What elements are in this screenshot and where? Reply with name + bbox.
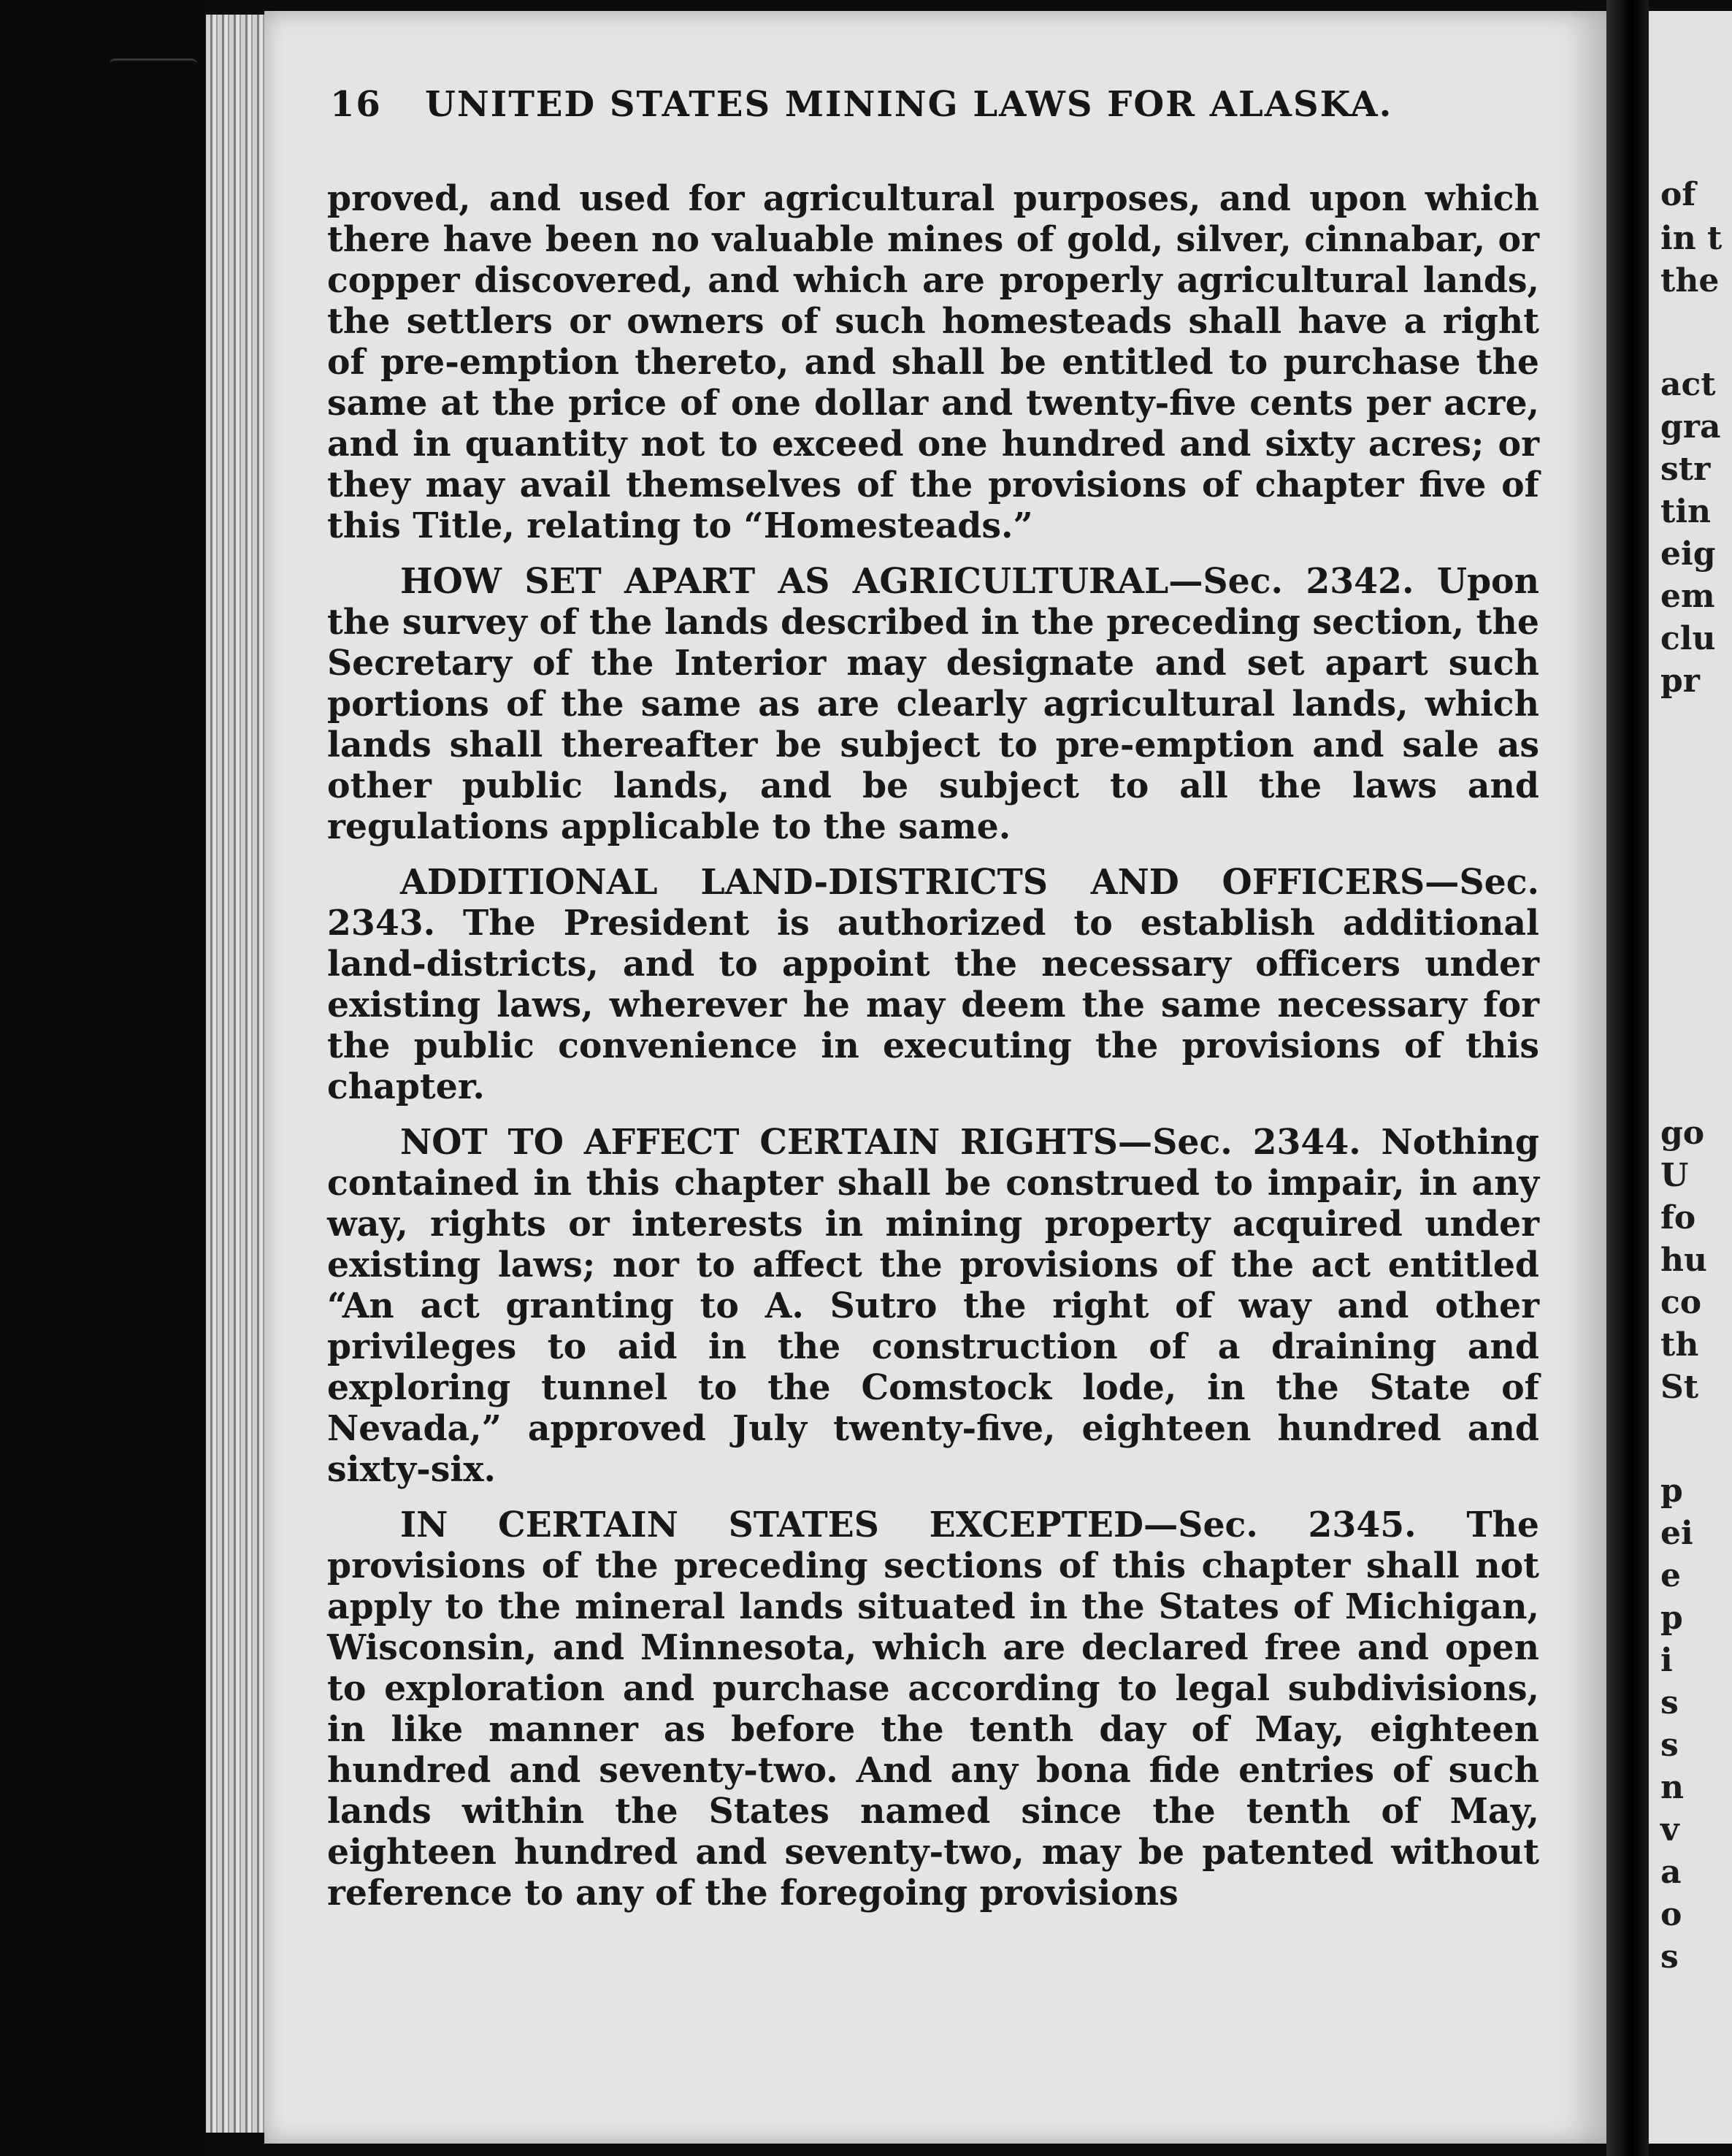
facing-fragment: str [1660, 451, 1711, 488]
scan-artifact [110, 58, 197, 83]
page-number: 16 [330, 84, 382, 125]
facing-fragment: in t [1660, 220, 1723, 257]
facing-fragment: of [1660, 176, 1696, 213]
facing-fragment: a [1660, 1854, 1682, 1891]
running-head: UNITED STATES MINING LAWS FOR ALASKA. [425, 84, 1393, 125]
facing-fragment: hu [1660, 1242, 1707, 1279]
paragraph-sec-2345: IN CERTAIN STATES EXCEPTED—Sec. 2345. The provisions of the preceding sections of this chapter shall not apply to the mineral lands situated in the States of Michigan, Wisconsin, and Minnesota, which are declared free and open to exploration and purchase according to legal subdivisions, in like manner as before the tenth day of May, eighteen hundred and seventy-two. And any bona fide entries of such lands within the States named since the tenth of May, eighteen hundred and seventy-two, may be patented without reference to any of the foregoing provisions [327, 1505, 1539, 1914]
facing-fragment: gra [1660, 408, 1721, 446]
paragraph-sec-2342: HOW SET APART AS AGRICULTURAL—Sec. 2342. Upon the survey of the lands described in the preceding section, the Secretary of the Interior may designate and set apart such portions of the same as are clearly agricultural lands, which lands shall thereafter be subject to pre-emption and sale as other public lands, and be subject to all the laws and regulations applicable to the same. [327, 562, 1539, 847]
facing-fragment: tin [1660, 493, 1712, 530]
facing-fragment: ei [1660, 1515, 1693, 1552]
facing-fragment: v [1660, 1811, 1679, 1849]
facing-fragment: fo [1660, 1199, 1696, 1236]
facing-fragment: o [1660, 1896, 1682, 1933]
facing-fragment: n [1660, 1769, 1684, 1806]
facing-page [1649, 11, 1732, 2144]
scan-left-margin [0, 0, 206, 2156]
facing-fragment: s [1660, 1938, 1679, 1976]
facing-fragment: co [1660, 1284, 1702, 1321]
book-page [264, 11, 1606, 2144]
facing-fragment: p [1660, 1599, 1683, 1637]
facing-fragment: s [1660, 1727, 1679, 1764]
facing-fragment: act [1660, 366, 1716, 403]
paragraph-sec-2344: NOT TO AFFECT CERTAIN RIGHTS—Sec. 2344. Nothing contained in this chapter shall be construed to impair, in any way, rights or interests in mining property acquired under existing laws; nor to affect the provisions of the act entitled “An act granting to A. Sutro the right of way and other privileges to aid in the construction of a draining and exploring tunnel to the Comstock lode, in the State of Nevada,” approved July twenty-five, eighteen hundred and sixty-six. [327, 1123, 1539, 1490]
facing-fragment: clu [1660, 620, 1716, 657]
facing-fragment: U [1660, 1157, 1689, 1194]
facing-fragment: eig [1660, 535, 1716, 573]
page-edges [206, 15, 264, 2133]
facing-fragment: th [1660, 1326, 1699, 1364]
facing-fragment: p [1660, 1472, 1683, 1510]
book-gutter [1606, 0, 1649, 2156]
facing-fragment: s [1660, 1684, 1679, 1721]
facing-fragment: em [1660, 578, 1715, 615]
facing-fragment: St [1660, 1369, 1699, 1406]
facing-fragment: pr [1660, 662, 1700, 700]
facing-fragment: e [1660, 1557, 1681, 1594]
facing-fragment: i [1660, 1642, 1673, 1679]
facing-fragment: go [1660, 1115, 1705, 1152]
page-body [327, 179, 1539, 1929]
facing-fragment: the [1660, 262, 1720, 299]
paragraph-sec-2343: ADDITIONAL LAND-DISTRICTS AND OFFICERS—Sec. 2343. The President is authorized to establish additional land-districts, and to appoint the necessary officers under existing laws, wherever he may deem the same necessary for the public convenience in executing the provisions of this chapter. [327, 863, 1539, 1107]
paragraph-continuation: proved, and used for agricultural purposes, and upon which there have been no valuable mines of gold, silver, cinnabar, or copper discovered, and which are properly agricultural lands, the settlers or owners of such homesteads shall have a right of pre-emption thereto, and shall be entitled to purchase the same at the price of one dollar and twenty-five cents per acre, and in quantity not to exceed one hundred and sixty acres; or they may avail themselves of the provisions of chapter five of this Title, relating to “Homesteads.” [327, 179, 1539, 546]
